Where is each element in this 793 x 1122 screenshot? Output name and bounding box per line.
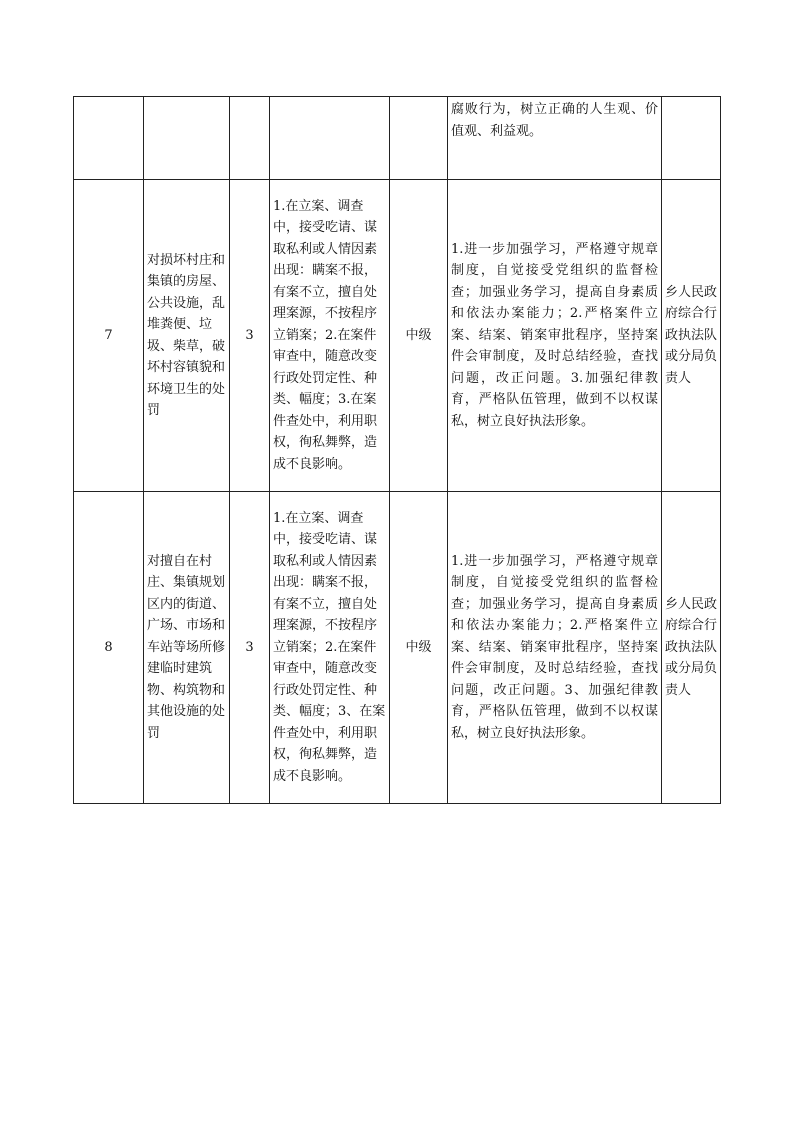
- risk-table: [73, 96, 721, 804]
- cell-risk: [270, 97, 390, 180]
- cell-measure: 腐败行为，树立正确的人生观、价值观、利益观。: [448, 97, 662, 180]
- table-row-continuation: [74, 97, 721, 180]
- cell-score: [230, 97, 270, 180]
- cell-responsible: 乡人民政府综合行政执法队或分局负责人: [662, 180, 721, 492]
- cell-number: 8: [74, 492, 144, 804]
- cell-measure: 1.进一步加强学习，严格遵守规章制度，自觉接受党组织的监督检查；加强业务学习，提高自身素质和依法办案能力；2.严格案件立案、结案、销案审批程序，坚持案件会审制度，及时总结经验，查找问题，改正问题。3、加强纪律教育，严格队伍管理，做到不以权谋私，树立良好执法形象。: [448, 492, 662, 804]
- table-row: [74, 180, 721, 492]
- cell-level: [390, 97, 448, 180]
- cell-measure: 1.进一步加强学习，严格遵守规章制度，自觉接受党组织的监督检查；加强业务学习，提高自身素质和依法办案能力；2.严格案件立案、结案、销案审批程序，坚持案件会审制度，及时总结经验，查找问题，改正问题。3.加强纪律教育，严格队伍管理，做到不以权谋私，树立良好执法形象。: [448, 180, 662, 492]
- cell-responsible: 乡人民政府综合行政执法队或分局负责人: [662, 492, 721, 804]
- cell-item: 对损坏村庄和集镇的房屋、公共设施，乱堆粪便、垃圾、柴草，破坏村容镇貌和环境卫生的处罚: [144, 180, 230, 492]
- cell-item: [144, 97, 230, 180]
- cell-level: 中级: [390, 180, 448, 492]
- cell-score: 3: [230, 180, 270, 492]
- cell-risk: 1.在立案、调查中，接受吃请、谋取私利或人情因素出现：瞒案不报，有案不立，擅自处理案源，不按程序立销案；2.在案件审查中，随意改变行政处罚定性、种类、幅度；3、在案件查处中，利用职权，徇私舞弊，造成不良影响。: [270, 492, 390, 804]
- table-row: [74, 492, 721, 804]
- cell-number: [74, 97, 144, 180]
- cell-number: 7: [74, 180, 144, 492]
- cell-score: 3: [230, 492, 270, 804]
- cell-item: 对擅自在村庄、集镇规划区内的街道、广场、市场和车站等场所修建临时建筑物、构筑物和其他设施的处罚: [144, 492, 230, 804]
- cell-risk: 1.在立案、调查中，接受吃请、谋取私利或人情因素出现：瞒案不报，有案不立，擅自处理案源，不按程序立销案；2.在案件审查中，随意改变行政处罚定性、种类、幅度；3.在案件查处中，利用职权，徇私舞弊，造成不良影响。: [270, 180, 390, 492]
- cell-level: 中级: [390, 492, 448, 804]
- cell-responsible: [662, 97, 721, 180]
